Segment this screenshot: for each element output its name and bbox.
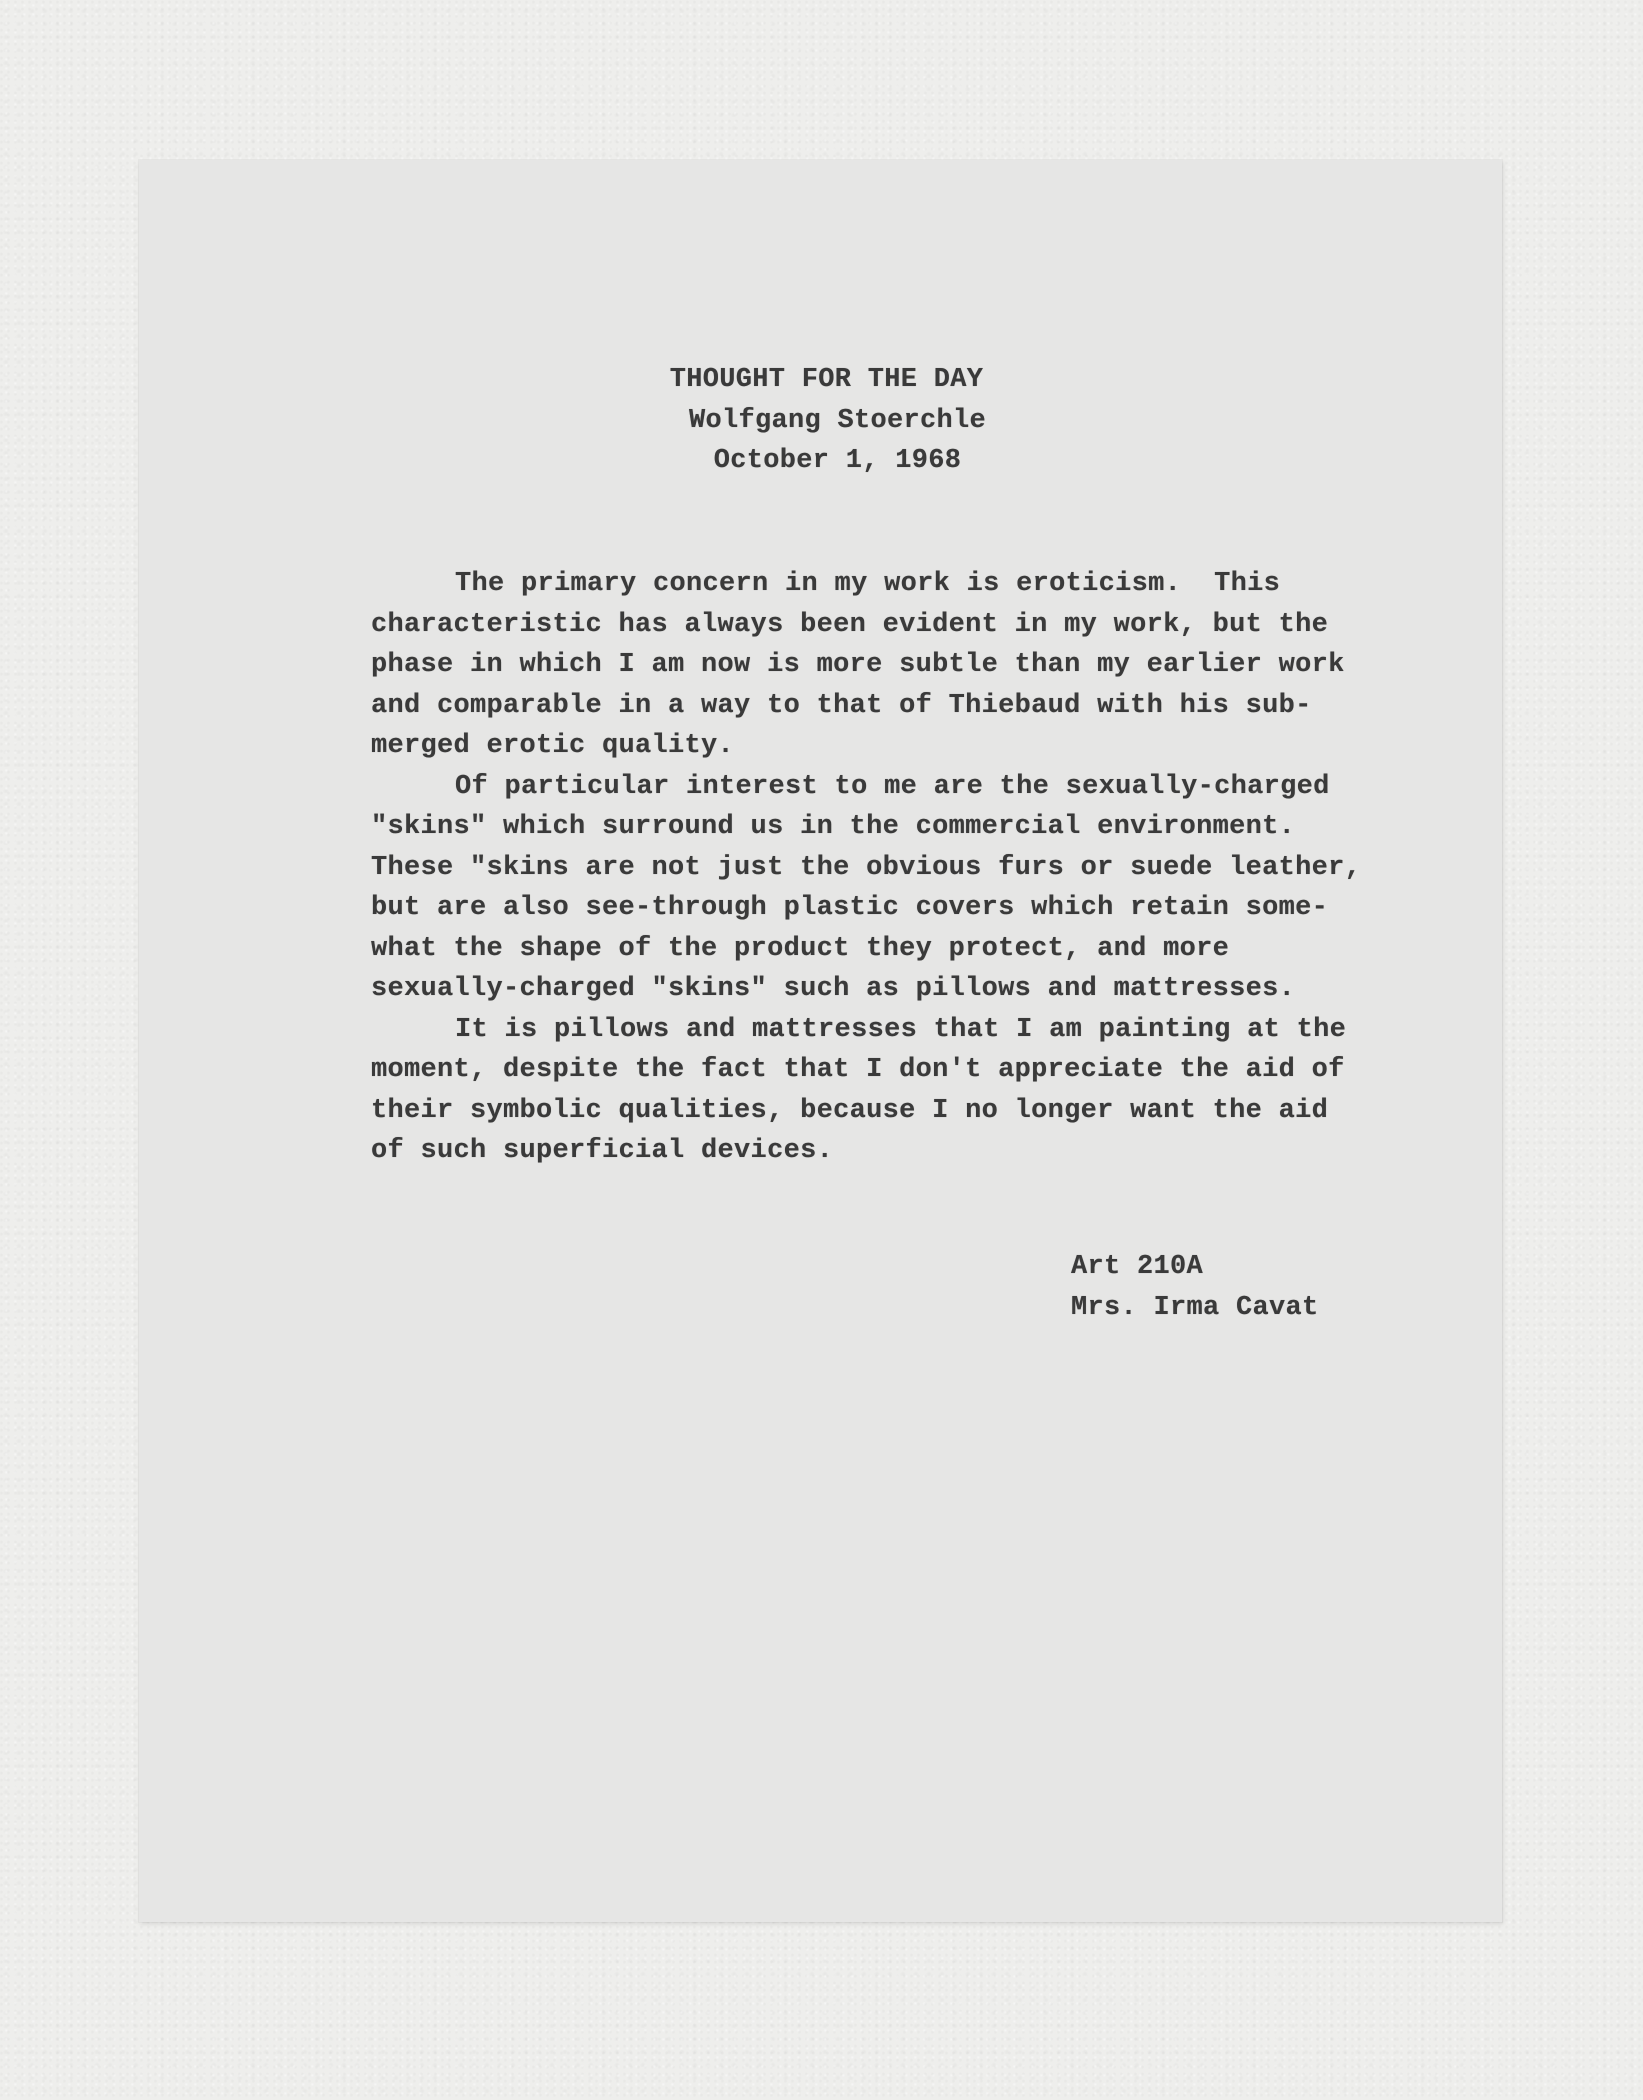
typewritten-page	[139, 160, 1502, 1922]
body-line: phase in which I am now is more subtle than my earlier work	[371, 650, 1345, 680]
document-body	[371, 564, 1381, 1172]
body-line: merged erotic quality.	[371, 731, 735, 761]
body-line: but are also see-through plastic covers which retain some-	[371, 893, 1329, 923]
body-line: and comparable in a way to that of Thiebaud with his sub-	[371, 690, 1312, 721]
instructor-name: Mrs. Irma Cavat	[1071, 1292, 1319, 1323]
document-header	[139, 360, 1502, 482]
body-line: their symbolic qualities, because I no longer want the aid	[371, 1095, 1329, 1126]
body-line: These "skins are not just the obvious furs or suede leather,	[371, 852, 1362, 883]
body-line: Of particular interest to me are the sexually-charged	[455, 771, 1330, 802]
body-line: of such superficial devices.	[371, 1136, 834, 1166]
body-line: The primary concern in my work is eroticism. This	[455, 569, 1281, 599]
document-signoff	[1071, 1247, 1319, 1328]
body-line: what the shape of the product they protect, and more	[371, 933, 1230, 964]
body-line: moment, despite the fact that I don't appreciate the aid of	[371, 1055, 1345, 1085]
document-title: THOUGHT FOR THE DAY	[669, 365, 984, 395]
body-line: sexually-charged "skins" such as pillows and mattresses.	[371, 974, 1296, 1004]
course-code: Art 210A	[1071, 1252, 1204, 1282]
author-name: Wolfgang Stoerchle	[688, 405, 987, 436]
body-line: "skins" which surround us in the commercial environment.	[371, 812, 1296, 842]
body-line: characteristic has always been evident in my work, but the	[371, 609, 1329, 640]
document-date: October 1, 1968	[713, 446, 962, 476]
body-line: It is pillows and mattresses that I am painting at the	[455, 1014, 1347, 1045]
